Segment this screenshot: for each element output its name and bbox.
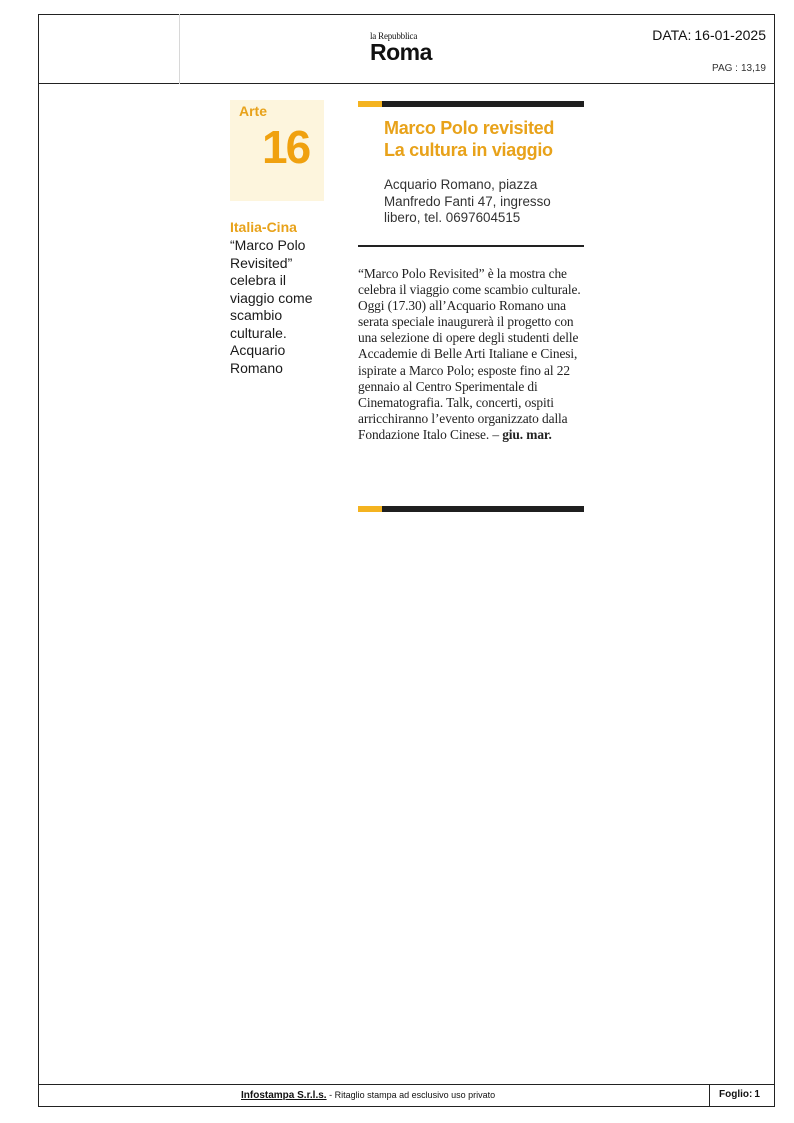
footer-sheet	[719, 1089, 760, 1100]
event-category: Arte	[239, 103, 268, 119]
article-body-text: “Marco Polo Revisited” è la mostra che celebra il viaggio come scambio culturale. Oggi (17.30) all’Acquario Romano una serata speciale inaugurerà il progetto con una selezione di opere degli studenti delle Accademie di Belle Arti Italiane e Cinesi, ispirate a Marco Polo; esposte fino al 22 gennaio al Centro Sperimentale di Cinematografia. Talk, concerti, ospiti arricchiranno l’evento organizzato dalla Fondazione Italo Cinese. –	[358, 266, 581, 442]
bottom-rule-dark	[382, 506, 584, 512]
date-value: 16-01-2025	[694, 27, 766, 43]
article-author: giu. mar.	[502, 426, 552, 442]
footer-separator	[709, 1084, 710, 1107]
article-title	[384, 117, 594, 161]
top-rule-dark	[382, 101, 584, 107]
footer-credit	[241, 1090, 495, 1101]
event-card	[230, 100, 324, 201]
page-label: PAG :	[712, 63, 738, 74]
header-divider	[179, 14, 180, 84]
sidebar-text: “Marco Polo Revisited” celebra il viaggio come scambio culturale. Acquario Romano	[230, 237, 313, 376]
article-venue: Acquario Romano, piazza Manfredo Fanti 47, ingresso libero, tel. 0697604515	[384, 177, 551, 226]
article-body	[358, 266, 590, 443]
page-value: 13,19	[740, 63, 766, 74]
footer-company-link[interactable]: Infostampa S.r.l.s.	[241, 1090, 327, 1101]
newspaper-logo	[370, 32, 442, 63]
page-reference	[712, 63, 766, 74]
event-number: 16	[262, 121, 310, 173]
date-label: DATA:	[652, 27, 692, 43]
bottom-rule-accent	[358, 506, 382, 512]
sidebar-title: Italia-Cina	[230, 219, 297, 235]
logo-edition: Roma	[370, 39, 432, 65]
logo-publisher: la Repubblica	[370, 31, 418, 41]
footer-sheet-value: 1	[754, 1089, 760, 1100]
article-title-line1: Marco Polo revisited	[384, 118, 555, 138]
top-rule-accent	[358, 101, 382, 107]
article-title-line2: La cultura in viaggio	[384, 140, 553, 160]
footer-sheet-label: Foglio:	[719, 1089, 753, 1100]
date	[652, 27, 766, 43]
footer-note: - Ritaglio stampa ad esclusivo uso privato	[326, 1090, 496, 1100]
venue-divider	[358, 245, 584, 247]
